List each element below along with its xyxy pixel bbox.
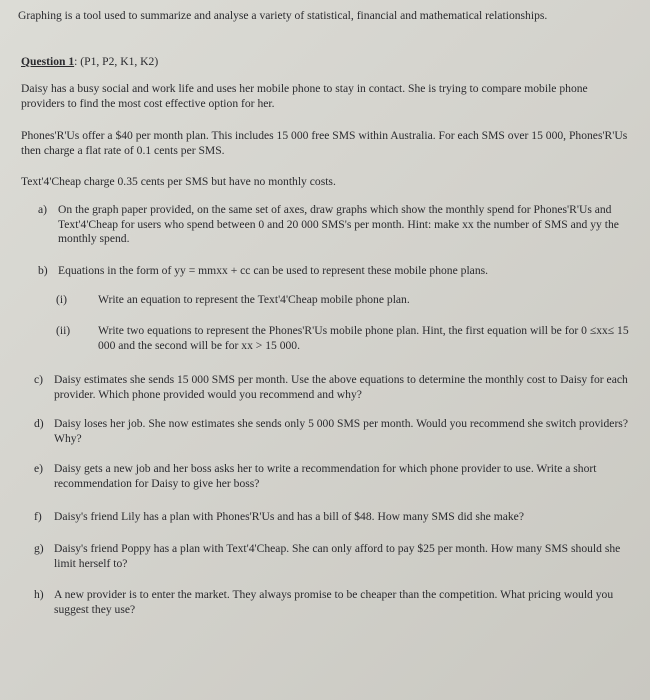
part-marker: f) — [34, 510, 42, 523]
part-text: A new provider is to enter the market. They always promise to be cheaper than the competition. What pricing would you suggest they use? — [54, 588, 614, 616]
part-text: Daisy loses her job. She now estimates she sends only 5 000 SMS per month. Would you recommend she switch providers? Why? — [54, 417, 628, 445]
part-marker: (ii) — [56, 324, 71, 337]
part-text: Daisy gets a new job and her boss asks her to write a recommendation for which phone provider to use. Write a short recommendation for Daisy to give her boss? — [54, 462, 597, 490]
part-text: On the graph paper provided, on the same set of axes, draw graphs which show the monthly spend for Phones'R'Us and Text'4'Cheap for users who spend between 0 and 20 000 SMS's per month. Hint: make xx the number of SMS and yy the monthly spend. — [58, 203, 619, 245]
question-heading — [21, 55, 321, 70]
paragraph-text4cheap: Text'4'Cheap charge 0.35 cents per SMS but have no monthly costs. — [21, 175, 336, 188]
part-text: Equations in the form of yy = mmxx + cc can be used to represent these mobile phone plans. — [58, 264, 489, 277]
intro-text: Graphing is a tool used to summarize and analyse a variety of statistical, financial and mathematical relationships. — [18, 9, 548, 22]
part-marker: e) — [34, 462, 44, 475]
part-marker: (i) — [56, 293, 67, 306]
part-marker: b) — [38, 264, 48, 277]
part-text: Daisy's friend Poppy has a plan with Text'4'Cheap. She can only afford to pay $25 per month. How many SMS should she limit herself to? — [54, 542, 621, 570]
part-text: Write two equations to represent the Phones'R'Us mobile phone plan. Hint, the first equation will be for 0 ≤xx≤ 15 000 and the second will be for xx > 15 000. — [98, 324, 629, 352]
part-text: Daisy's friend Lily has a plan with Phones'R'Us and has a bill of $48. How many SMS did she make? — [54, 510, 524, 523]
part-marker: h) — [34, 588, 44, 601]
part-marker: c) — [34, 373, 44, 386]
part-text: Daisy estimates she sends 15 000 SMS per month. Use the above equations to determine the monthly cost to Daisy for each provider. Which phone provided would you recommend and why? — [54, 373, 628, 401]
part-marker: d) — [34, 417, 44, 430]
part-marker: a) — [38, 203, 48, 216]
part-marker: g) — [34, 542, 44, 555]
question-label: Question 1 — [21, 55, 75, 68]
paragraph-phonesrus: Phones'R'Us offer a $40 per month plan. This includes 15 000 free SMS within Australia. For each SMS over 15 000, Phones'R'Us then charge a flat rate of 0.1 cents per SMS. — [21, 129, 628, 157]
part-text: Write an equation to represent the Text'4'Cheap mobile phone plan. — [98, 293, 410, 306]
question-codes: : (P1, P2, K1, K2) — [74, 55, 159, 68]
paragraph-context: Daisy has a busy social and work life and uses her mobile phone to stay in contact. She is trying to compare mobile phone providers to find the most cost effective option for her. — [21, 82, 588, 110]
